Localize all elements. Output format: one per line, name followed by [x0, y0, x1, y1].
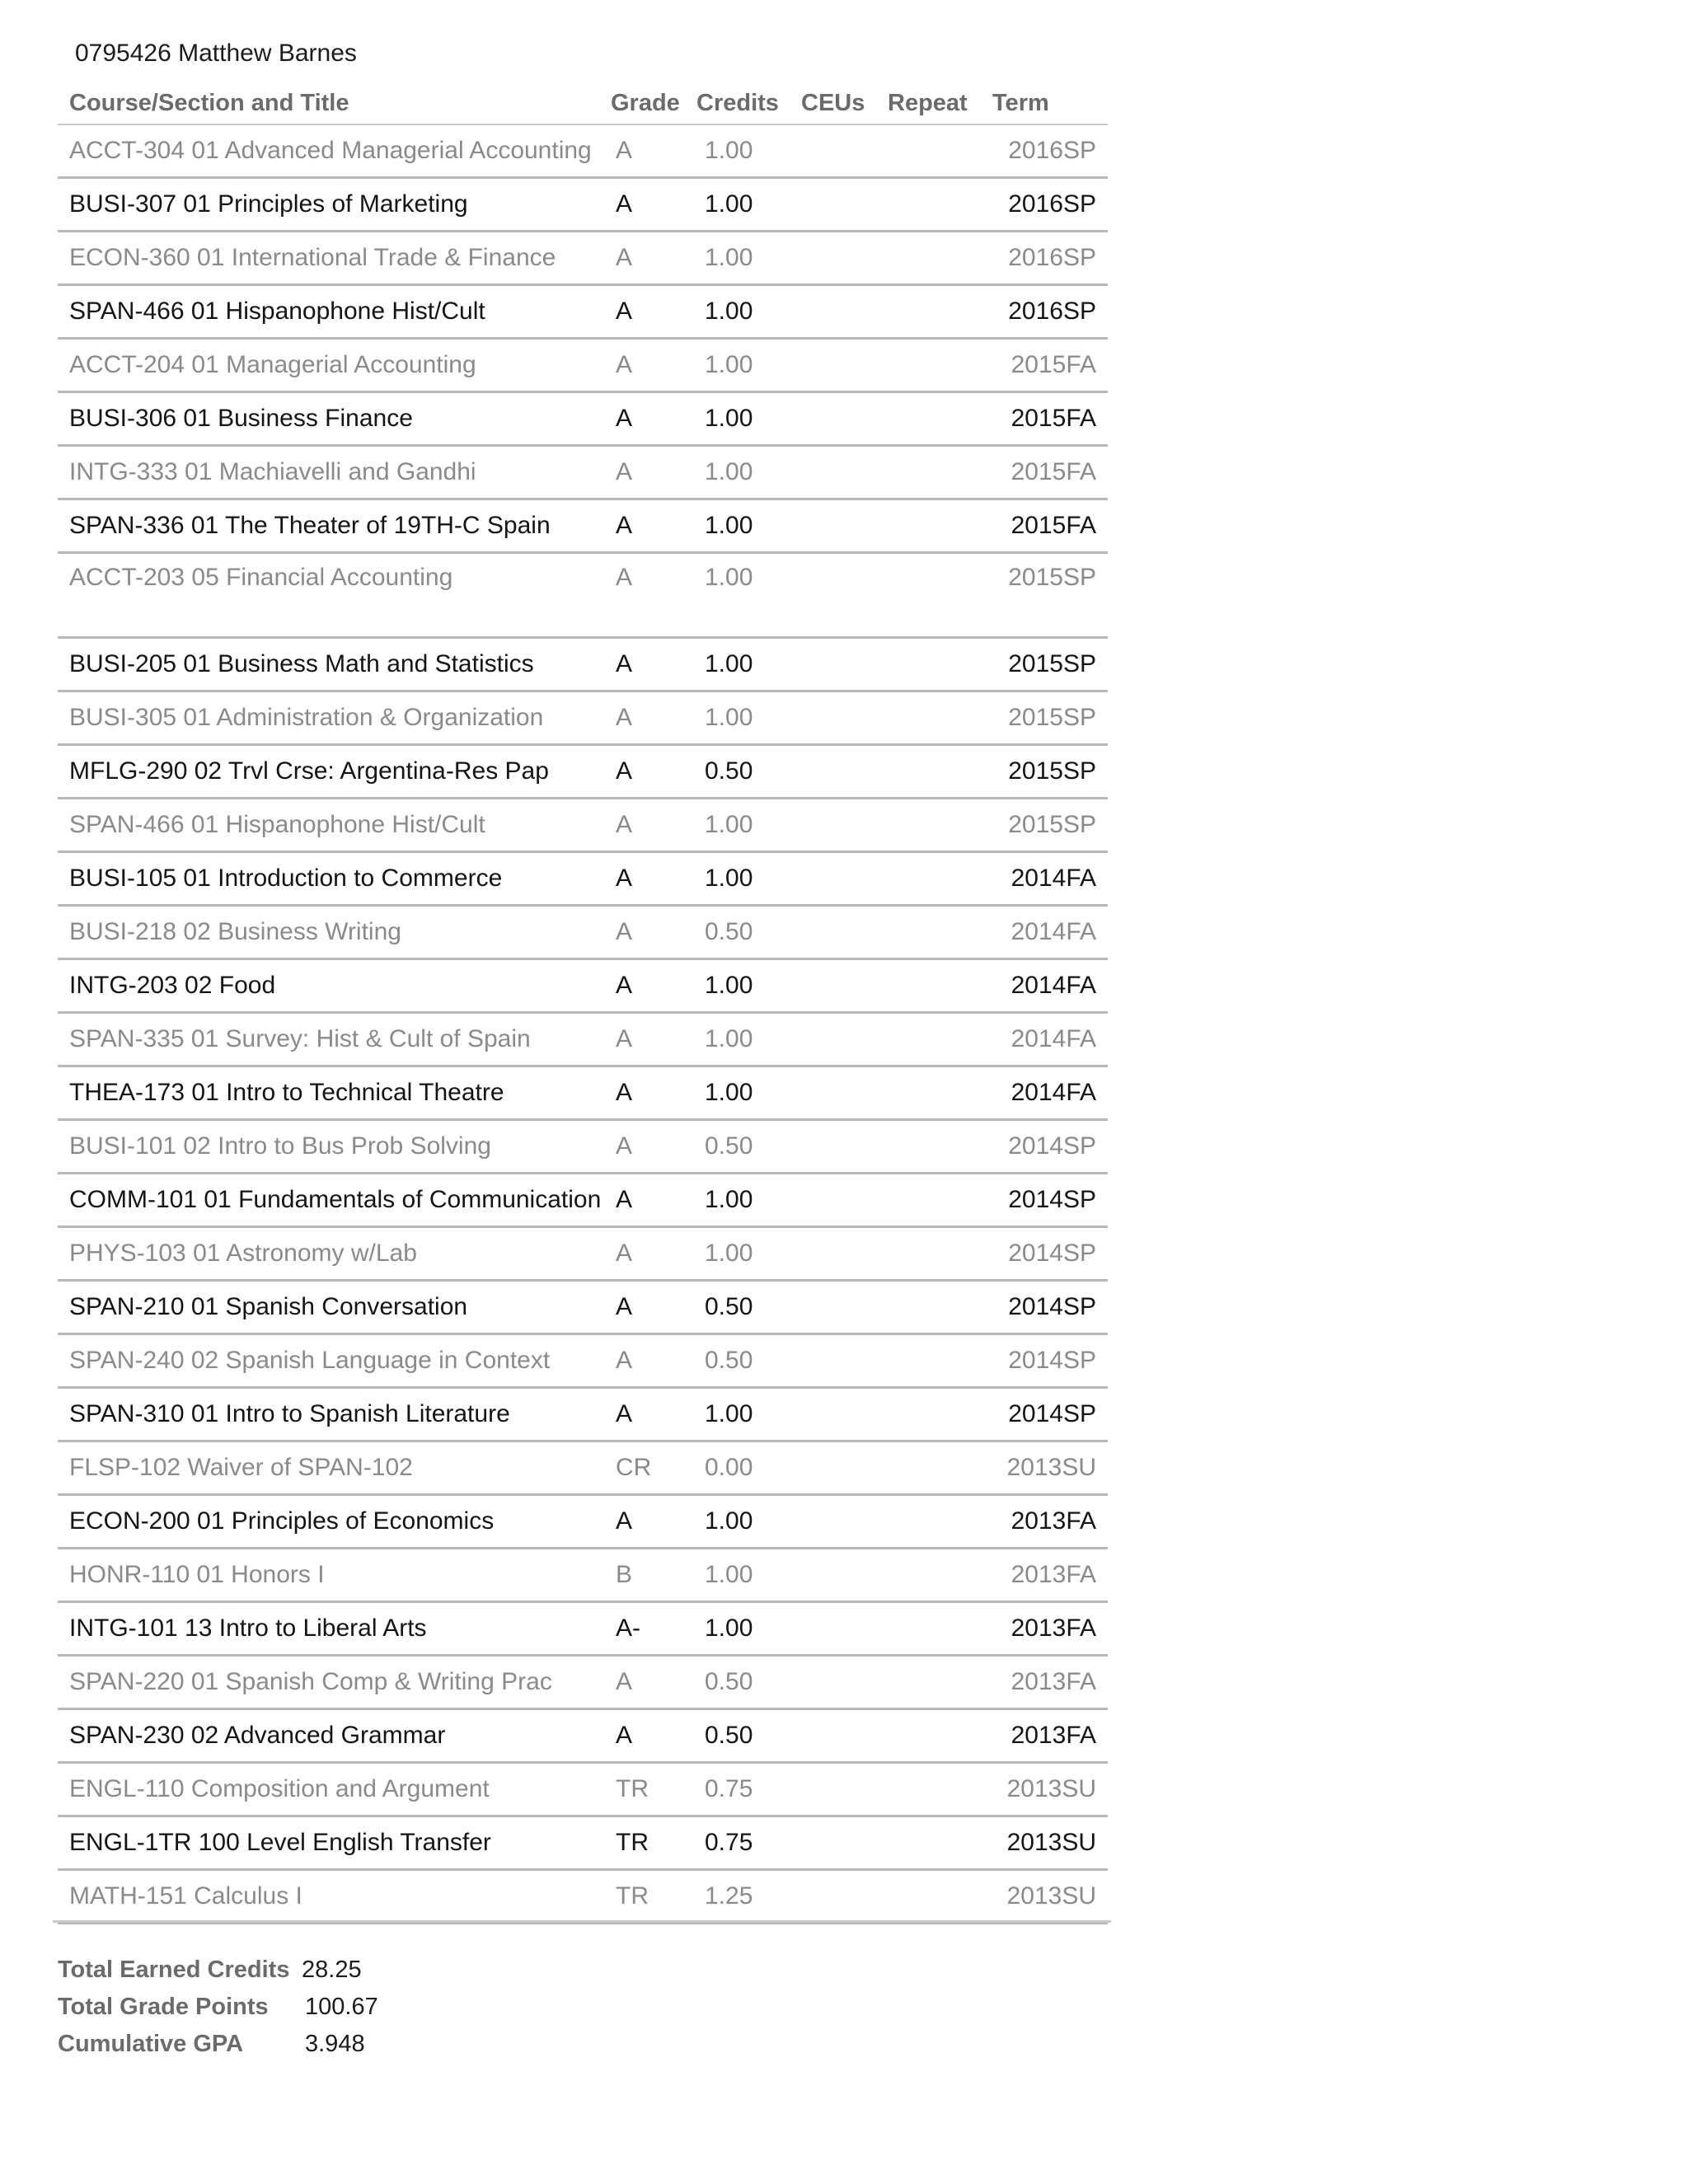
ceus-cell — [801, 499, 888, 553]
grade-cell: A — [616, 757, 633, 785]
term-cell: 2015FA — [1010, 512, 1096, 539]
ceus-cell — [801, 638, 888, 691]
table-row — [58, 1174, 1108, 1227]
credits-cell: 1.00 — [705, 1079, 753, 1106]
column-header-repeat: Repeat — [888, 89, 968, 116]
table-row — [58, 906, 1108, 959]
table-row — [58, 446, 1108, 499]
grade-cell: A — [616, 1507, 633, 1535]
credits-cell: 0.50 — [705, 757, 753, 785]
total-earned-credits-label: Total Earned Credits — [58, 1957, 290, 1983]
grade-cell: A — [616, 1132, 633, 1160]
cumulative-gpa-row — [58, 2026, 378, 2063]
grade-cell: A — [616, 918, 633, 945]
course-cell: INTG-101 13 Intro to Liberal Arts — [69, 1615, 427, 1642]
course-cell: SPAN-310 01 Intro to Spanish Literature — [69, 1400, 510, 1427]
grade-cell: A — [616, 811, 633, 838]
table-bottom-divider — [53, 1920, 1111, 1923]
credits-cell: 0.50 — [705, 1347, 753, 1374]
table-row — [58, 1495, 1108, 1549]
term-cell: 2013FA — [1010, 1561, 1096, 1588]
term-cell: 2014FA — [1010, 972, 1096, 999]
ceus-cell — [801, 446, 888, 499]
credits-cell: 1.25 — [705, 1882, 753, 1910]
course-cell: PHYS-103 01 Astronomy w/Lab — [69, 1240, 417, 1267]
credits-cell: 0.00 — [705, 1454, 753, 1481]
credits-cell: 1.00 — [705, 650, 753, 677]
ceus-cell — [801, 1656, 888, 1709]
table-row — [58, 1013, 1108, 1066]
credits-cell: 1.00 — [705, 1025, 753, 1052]
student-id-name: 0795426 Matthew Barnes — [75, 40, 357, 67]
course-cell: INTG-203 02 Food — [69, 972, 276, 999]
ceus-cell — [801, 959, 888, 1013]
credits-cell: 1.00 — [705, 704, 753, 731]
credits-cell: 0.75 — [705, 1829, 753, 1856]
course-cell: SPAN-335 01 Survey: Hist & Cult of Spain — [69, 1025, 531, 1052]
grade-cell: A — [616, 458, 633, 485]
term-cell: 2016SP — [1008, 137, 1096, 164]
course-cell: SPAN-230 02 Advanced Grammar — [69, 1722, 446, 1749]
credits-cell: 1.00 — [705, 405, 753, 432]
ceus-cell — [801, 392, 888, 446]
grade-cell: A — [616, 704, 633, 731]
term-cell: 2015FA — [1010, 458, 1096, 485]
table-row — [58, 691, 1108, 745]
grade-cell: A — [616, 1293, 633, 1320]
course-cell: ECON-200 01 Principles of Economics — [69, 1507, 495, 1535]
grade-cell: A — [616, 1347, 633, 1374]
repeat-cell — [888, 1066, 992, 1120]
course-cell: COMM-101 01 Fundamentals of Communication — [69, 1186, 602, 1213]
cumulative-gpa-value: 3.948 — [305, 2031, 365, 2057]
credits-cell: 1.00 — [705, 458, 753, 485]
table-row — [58, 852, 1108, 906]
course-cell: MATH-151 Calculus I — [69, 1882, 302, 1910]
table-row — [58, 1441, 1108, 1495]
repeat-cell — [888, 446, 992, 499]
repeat-cell — [888, 499, 992, 553]
course-cell: SPAN-240 02 Spanish Language in Context — [69, 1347, 551, 1374]
credits-cell: 1.00 — [705, 972, 753, 999]
course-cell: BUSI-306 01 Business Finance — [69, 405, 413, 432]
ceus-cell — [801, 178, 888, 232]
column-header-ceus: CEUs — [801, 89, 865, 116]
ceus-cell — [801, 1013, 888, 1066]
ceus-cell — [801, 1602, 888, 1656]
term-cell: 2014SP — [1008, 1240, 1096, 1267]
repeat-cell — [888, 1388, 992, 1441]
course-cell: BUSI-205 01 Business Math and Statistics — [69, 650, 534, 677]
repeat-cell — [888, 1441, 992, 1495]
credits-cell: 1.00 — [705, 811, 753, 838]
term-cell: 2013SU — [1006, 1454, 1096, 1481]
table-row — [58, 1816, 1108, 1870]
grade-cell: TR — [616, 1775, 649, 1802]
credits-cell: 0.50 — [705, 1132, 753, 1160]
course-cell: SPAN-336 01 The Theater of 19TH-C Spain — [69, 512, 551, 539]
grade-cell: A — [616, 405, 633, 432]
table-row — [58, 285, 1108, 339]
credits-cell: 1.00 — [705, 1186, 753, 1213]
ceus-cell — [801, 691, 888, 745]
course-cell: SPAN-466 01 Hispanophone Hist/Cult — [69, 298, 485, 325]
repeat-cell — [888, 1602, 992, 1656]
course-cell: BUSI-307 01 Principles of Marketing — [69, 190, 468, 218]
course-cell: FLSP-102 Waiver of SPAN-102 — [69, 1454, 413, 1481]
repeat-cell — [888, 1120, 992, 1174]
total-earned-credits-row — [58, 1952, 378, 1989]
ceus-cell — [801, 1388, 888, 1441]
table-row — [58, 178, 1108, 232]
course-cell: ACCT-204 01 Managerial Accounting — [69, 351, 476, 378]
term-cell: 2013SU — [1006, 1775, 1096, 1802]
term-cell: 2014SP — [1008, 1186, 1096, 1213]
credits-cell: 1.00 — [705, 1507, 753, 1535]
course-cell: BUSI-305 01 Administration & Organization — [69, 704, 544, 731]
grade-cell: A — [616, 244, 633, 271]
repeat-cell — [888, 638, 992, 691]
course-cell: SPAN-466 01 Hispanophone Hist/Cult — [69, 811, 485, 838]
table-row — [58, 1281, 1108, 1334]
ceus-cell — [801, 1281, 888, 1334]
credits-cell: 1.00 — [705, 351, 753, 378]
ceus-cell — [801, 1709, 888, 1763]
grade-cell: A — [616, 865, 633, 892]
credits-cell: 0.50 — [705, 1668, 753, 1695]
cumulative-gpa-label: Cumulative GPA — [58, 2031, 244, 2057]
grade-cell: A — [616, 650, 633, 677]
repeat-cell — [888, 1013, 992, 1066]
table-row — [58, 1763, 1108, 1816]
table-row — [58, 1602, 1108, 1656]
term-cell: 2016SP — [1008, 298, 1096, 325]
grade-cell: A — [616, 1722, 633, 1749]
transcript-table-header — [58, 82, 1108, 124]
ceus-cell — [801, 1816, 888, 1870]
credits-cell: 1.00 — [705, 190, 753, 218]
repeat-cell — [888, 1495, 992, 1549]
credits-cell: 1.00 — [705, 865, 753, 892]
course-cell: MFLG-290 02 Trvl Crse: Argentina-Res Pap — [69, 757, 549, 785]
repeat-cell — [888, 959, 992, 1013]
table-row — [58, 1388, 1108, 1441]
grade-cell: A — [616, 1186, 633, 1213]
course-cell: ACCT-203 05 Financial Accounting — [69, 564, 453, 591]
course-cell: INTG-333 01 Machiavelli and Gandhi — [69, 458, 476, 485]
course-cell: ENGL-1TR 100 Level English Transfer — [69, 1829, 491, 1856]
term-cell: 2014FA — [1010, 918, 1096, 945]
term-cell: 2013FA — [1010, 1615, 1096, 1642]
term-cell: 2014FA — [1010, 1025, 1096, 1052]
table-row — [58, 745, 1108, 799]
ceus-cell — [801, 1763, 888, 1816]
repeat-cell — [888, 1870, 992, 1924]
repeat-cell — [888, 1816, 992, 1870]
repeat-cell — [888, 178, 992, 232]
transcript-table — [58, 82, 1108, 1924]
repeat-cell — [888, 1656, 992, 1709]
grade-cell: A — [616, 1079, 633, 1106]
repeat-cell — [888, 1174, 992, 1227]
credits-cell: 1.00 — [705, 137, 753, 164]
ceus-cell — [801, 1120, 888, 1174]
grade-cell: A — [616, 972, 633, 999]
credits-cell: 1.00 — [705, 1561, 753, 1588]
repeat-cell — [888, 1709, 992, 1763]
repeat-cell — [888, 1227, 992, 1281]
course-cell: ECON-360 01 International Trade & Finance — [69, 244, 556, 271]
repeat-cell — [888, 1763, 992, 1816]
course-cell: SPAN-220 01 Spanish Comp & Writing Prac — [69, 1668, 552, 1695]
ceus-cell — [801, 232, 888, 285]
credits-cell: 1.00 — [705, 1240, 753, 1267]
term-cell: 2013SU — [1006, 1882, 1096, 1910]
table-row — [58, 553, 1108, 638]
column-header-course: Course/Section and Title — [69, 89, 349, 116]
table-row — [58, 124, 1108, 178]
grade-cell: A — [616, 1025, 633, 1052]
term-cell: 2015FA — [1010, 405, 1096, 432]
course-cell: HONR-110 01 Honors I — [69, 1561, 325, 1588]
ceus-cell — [801, 906, 888, 959]
credits-cell: 1.00 — [705, 1615, 753, 1642]
table-row — [58, 959, 1108, 1013]
transcript-table-body — [58, 124, 1108, 1924]
course-cell: BUSI-218 02 Business Writing — [69, 918, 401, 945]
term-cell: 2016SP — [1008, 190, 1096, 218]
term-cell: 2016SP — [1008, 244, 1096, 271]
column-header-term: Term — [992, 89, 1049, 116]
course-cell: SPAN-210 01 Spanish Conversation — [69, 1293, 468, 1320]
total-grade-points-label: Total Grade Points — [58, 1994, 269, 2020]
grade-cell: CR — [616, 1454, 652, 1481]
credits-cell: 1.00 — [705, 512, 753, 539]
ceus-cell — [801, 1549, 888, 1602]
term-cell: 2014FA — [1010, 1079, 1096, 1106]
repeat-cell — [888, 124, 992, 178]
ceus-cell — [801, 1495, 888, 1549]
table-row — [58, 339, 1108, 392]
table-row — [58, 799, 1108, 852]
table-row — [58, 392, 1108, 446]
term-cell: 2013FA — [1010, 1722, 1096, 1749]
credits-cell: 1.00 — [705, 564, 753, 591]
ceus-cell — [801, 799, 888, 852]
credits-cell: 1.00 — [705, 298, 753, 325]
ceus-cell — [801, 124, 888, 178]
table-row — [58, 1120, 1108, 1174]
grade-cell: A — [616, 512, 633, 539]
column-header-credits: Credits — [696, 89, 779, 116]
credits-cell: 1.00 — [705, 1400, 753, 1427]
grade-cell: A — [616, 190, 633, 218]
term-cell: 2014SP — [1008, 1132, 1096, 1160]
credits-cell: 0.50 — [705, 1722, 753, 1749]
ceus-cell — [801, 553, 888, 638]
table-row — [58, 1549, 1108, 1602]
grade-cell: A — [616, 351, 633, 378]
term-cell: 2015SP — [1008, 757, 1096, 785]
credits-cell: 1.00 — [705, 244, 753, 271]
table-row — [58, 1066, 1108, 1120]
table-row — [58, 1656, 1108, 1709]
repeat-cell — [888, 339, 992, 392]
ceus-cell — [801, 1870, 888, 1924]
term-cell: 2014SP — [1008, 1400, 1096, 1427]
grade-cell: A — [616, 1668, 633, 1695]
repeat-cell — [888, 1281, 992, 1334]
grade-cell: B — [616, 1561, 633, 1588]
ceus-cell — [801, 852, 888, 906]
credits-cell: 0.75 — [705, 1775, 753, 1802]
term-cell: 2013FA — [1010, 1507, 1096, 1535]
credits-cell: 0.50 — [705, 1293, 753, 1320]
grade-cell: A — [616, 1400, 633, 1427]
course-cell: THEA-173 01 Intro to Technical Theatre — [69, 1079, 504, 1106]
grade-cell: A — [616, 564, 633, 591]
table-row — [58, 1870, 1108, 1924]
grade-cell: TR — [616, 1882, 649, 1910]
repeat-cell — [888, 852, 992, 906]
ceus-cell — [801, 1227, 888, 1281]
term-cell: 2013FA — [1010, 1668, 1096, 1695]
repeat-cell — [888, 392, 992, 446]
ceus-cell — [801, 1334, 888, 1388]
repeat-cell — [888, 285, 992, 339]
ceus-cell — [801, 285, 888, 339]
course-cell: ENGL-110 Composition and Argument — [69, 1775, 490, 1802]
table-row — [58, 1334, 1108, 1388]
term-cell: 2015SP — [1008, 650, 1096, 677]
table-row — [58, 1709, 1108, 1763]
ceus-cell — [801, 1174, 888, 1227]
total-grade-points-row — [58, 1989, 378, 2026]
repeat-cell — [888, 906, 992, 959]
term-cell: 2015FA — [1010, 351, 1096, 378]
ceus-cell — [801, 1441, 888, 1495]
term-cell: 2015SP — [1008, 564, 1096, 591]
header-row — [58, 82, 1108, 124]
grade-cell: A- — [616, 1615, 640, 1642]
term-cell: 2015SP — [1008, 704, 1096, 731]
ceus-cell — [801, 1066, 888, 1120]
term-cell: 2013SU — [1006, 1829, 1096, 1856]
grade-cell: TR — [616, 1829, 649, 1856]
grade-cell: A — [616, 298, 633, 325]
table-row — [58, 638, 1108, 691]
repeat-cell — [888, 691, 992, 745]
term-cell: 2014FA — [1010, 865, 1096, 892]
repeat-cell — [888, 232, 992, 285]
term-cell: 2015SP — [1008, 811, 1096, 838]
column-header-grade: Grade — [611, 89, 680, 116]
total-grade-points-value: 100.67 — [305, 1994, 378, 2020]
course-cell: BUSI-101 02 Intro to Bus Prob Solving — [69, 1132, 491, 1160]
repeat-cell — [888, 1549, 992, 1602]
grade-cell: A — [616, 137, 633, 164]
table-row — [58, 232, 1108, 285]
totals-section — [58, 1952, 378, 2063]
table-row — [58, 499, 1108, 553]
table-row — [58, 1227, 1108, 1281]
repeat-cell — [888, 553, 992, 638]
repeat-cell — [888, 1334, 992, 1388]
course-cell: ACCT-304 01 Advanced Managerial Accounting — [69, 137, 592, 164]
ceus-cell — [801, 339, 888, 392]
grade-cell: A — [616, 1240, 633, 1267]
course-cell: BUSI-105 01 Introduction to Commerce — [69, 865, 503, 892]
credits-cell: 0.50 — [705, 918, 753, 945]
repeat-cell — [888, 745, 992, 799]
ceus-cell — [801, 745, 888, 799]
term-cell: 2014SP — [1008, 1293, 1096, 1320]
term-cell: 2014SP — [1008, 1347, 1096, 1374]
repeat-cell — [888, 799, 992, 852]
total-earned-credits-value: 28.25 — [302, 1957, 362, 1983]
